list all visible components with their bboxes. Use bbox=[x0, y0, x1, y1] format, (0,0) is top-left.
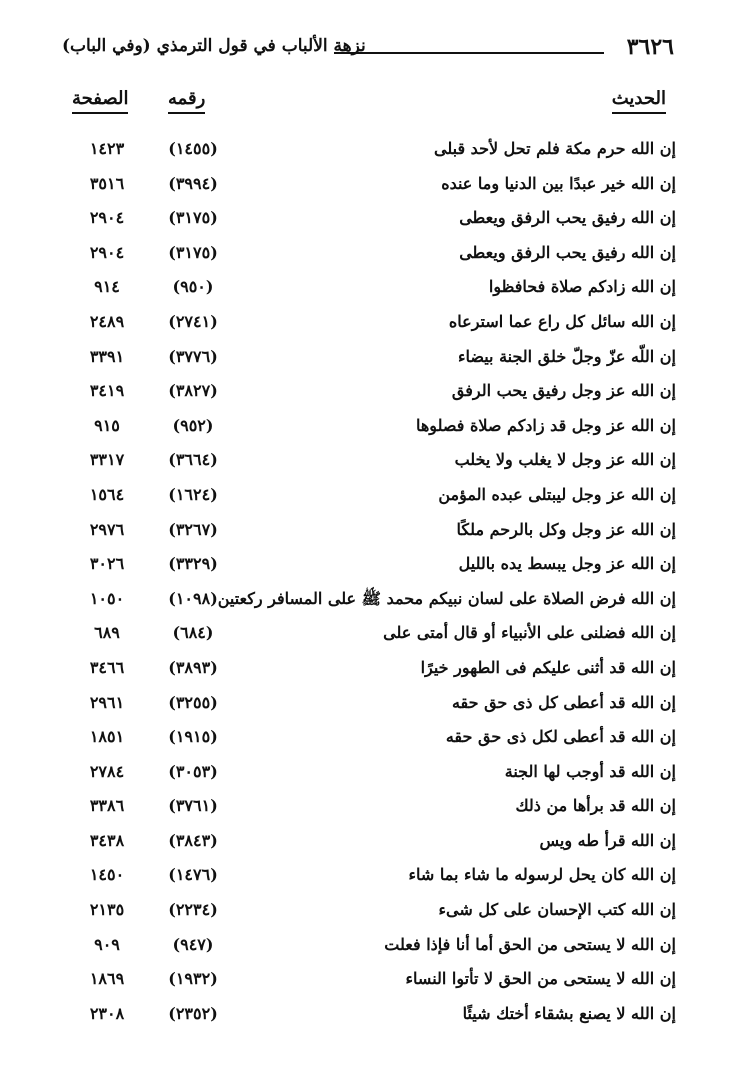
hadith-text: إن الله فضلنى على الأنبياء أو قال أمتى على bbox=[383, 623, 676, 643]
hadith-text: إن الله رفيق يحب الرفق ويعطى bbox=[459, 242, 676, 262]
page-reference: ١٨٥١ bbox=[89, 727, 125, 747]
index-row bbox=[0, 1004, 756, 1039]
hadith-text: إن الله كان يحل لرسوله ما شاء بما شاء bbox=[408, 865, 676, 885]
index-row bbox=[0, 243, 756, 278]
page-reference: ٢١٣٥ bbox=[89, 900, 125, 920]
hadith-text: إن الله لا يصنع بشقاء أختك شيئًا bbox=[462, 1003, 676, 1023]
index-row bbox=[0, 347, 756, 382]
column-header-number: رقمه bbox=[168, 88, 205, 114]
page-reference: ٢٣٠٨ bbox=[89, 1003, 125, 1023]
hadith-text: إن الله عز وجل رفيق يحب الرفق bbox=[451, 381, 676, 401]
hadith-text: إن الله عز وجل لا يغلب ولا يخلب bbox=[454, 450, 676, 470]
index-row bbox=[0, 623, 756, 658]
page-reference: ٣٣١٧ bbox=[89, 450, 125, 470]
index-row bbox=[0, 174, 756, 209]
page-reference: ٣٣٩١ bbox=[89, 346, 125, 366]
hadith-number: (٦٨٤) bbox=[172, 623, 214, 643]
hadith-number: (١٤٥٥) bbox=[168, 139, 218, 158]
page-reference: ٢٩٠٤ bbox=[89, 208, 125, 228]
hadith-number: (٩٥٠) bbox=[172, 277, 214, 297]
header-rule bbox=[334, 52, 604, 54]
hadith-text: إن الله كتب الإحسان على كل شىء bbox=[438, 900, 676, 920]
index-row bbox=[0, 312, 756, 347]
hadith-text: إن الله حرم مكة فلم تحل لأحد قبلى bbox=[433, 139, 676, 158]
page-reference: ٣٤٦٦ bbox=[89, 657, 125, 677]
hadith-number: (١٩٣٢) bbox=[168, 969, 218, 989]
hadith-text: إن الله زادكم صلاة فحافظوا bbox=[488, 277, 676, 297]
hadith-number: (٢٢٣٤) bbox=[168, 900, 218, 920]
index-row bbox=[0, 865, 756, 900]
index-row bbox=[0, 589, 756, 624]
page-reference: ٣٤٣٨ bbox=[89, 830, 125, 850]
hadith-text: إن الله عز وجل قد زادكم صلاة فصلوها bbox=[415, 415, 676, 435]
page-reference: ٢٩٠٤ bbox=[89, 242, 125, 262]
hadith-number: (٢٣٥٢) bbox=[168, 1003, 218, 1023]
hadith-number: (١٤٧٦) bbox=[168, 865, 218, 885]
hadith-number: (٣٢٦٧) bbox=[168, 519, 218, 539]
hadith-text: إن الله رفيق يحب الرفق ويعطى bbox=[459, 208, 676, 228]
page-reference: ٣٥١٦ bbox=[89, 173, 125, 193]
hadith-number: (٣٢٥٥) bbox=[168, 692, 218, 712]
hadith-number: (٣٣٢٩) bbox=[168, 554, 218, 574]
column-header-hadith: الحديث bbox=[612, 88, 666, 114]
hadith-number: (٣٧٧٦) bbox=[168, 346, 218, 366]
hadith-text: إن الله عز وجل وكل بالرحم ملكًا bbox=[456, 519, 676, 539]
index-row bbox=[0, 762, 756, 797]
hadith-number: (٩٤٧) bbox=[172, 934, 214, 954]
hadith-number: (٣٨٤٣) bbox=[168, 830, 218, 850]
page-number: ٣٦٢٦ bbox=[626, 34, 674, 60]
hadith-number: (٢٧٤١) bbox=[168, 311, 218, 331]
page-reference: ٢٤٨٩ bbox=[89, 311, 125, 331]
hadith-text: إن اللّه عزّ وجلّ خلق الجنة بيضاء bbox=[457, 346, 676, 366]
index-row bbox=[0, 935, 756, 970]
hadith-number: (١٦٢٤) bbox=[168, 484, 218, 504]
hadith-number: (٣٩٩٤) bbox=[168, 173, 218, 193]
hadith-number: (٣٧٦١) bbox=[168, 796, 218, 816]
hadith-text: إن الله عز وجل يبسط يده بالليل bbox=[458, 554, 676, 574]
column-header-page: الصفحة bbox=[72, 88, 128, 114]
running-head bbox=[62, 32, 674, 72]
hadith-number: (٣٨٢٧) bbox=[168, 381, 218, 401]
index-row bbox=[0, 969, 756, 1004]
index-row bbox=[0, 277, 756, 312]
hadith-number: (١٩١٥) bbox=[168, 727, 218, 747]
book-title: نزهة الألباب في قول الترمذي (وفي الباب) bbox=[62, 36, 366, 56]
page-reference: ٩١٤ bbox=[94, 277, 120, 297]
page-reference: ٩٠٩ bbox=[94, 934, 120, 954]
hadith-text: إن الله قد أعطى كل ذى حق حقه bbox=[451, 692, 676, 712]
hadith-number: (٣١٧٥) bbox=[168, 208, 218, 228]
index-row bbox=[0, 139, 756, 174]
hadith-text: إن الله قد أثنى عليكم فى الطهور خيرًا bbox=[420, 657, 676, 677]
index-row bbox=[0, 450, 756, 485]
index-row bbox=[0, 208, 756, 243]
page-reference: ٢٩٦١ bbox=[89, 692, 125, 712]
index-row bbox=[0, 831, 756, 866]
hadith-number: (٩٥٢) bbox=[172, 415, 214, 435]
hadith-text: إن الله لا يستحى من الحق أما أنا فإذا فعلت bbox=[384, 934, 676, 954]
page-reference: ٢٧٨٤ bbox=[89, 761, 125, 781]
page-reference: ١٥٦٤ bbox=[89, 484, 125, 504]
index-row bbox=[0, 796, 756, 831]
index-row bbox=[0, 727, 756, 762]
page-reference: ٣٠٢٦ bbox=[89, 554, 125, 574]
page-reference: ١٤٥٠ bbox=[89, 865, 125, 885]
index-row bbox=[0, 520, 756, 555]
page-reference: ٩١٥ bbox=[94, 415, 120, 435]
hadith-number: (٣٦٦٤) bbox=[168, 450, 218, 470]
index-entries bbox=[0, 139, 756, 1038]
hadith-text: إن الله قد أعطى لكل ذى حق حقه bbox=[445, 727, 676, 747]
page-reference: ٣٣٨٦ bbox=[89, 796, 125, 816]
page-reference: ١٤٢٣ bbox=[89, 139, 125, 158]
index-row bbox=[0, 900, 756, 935]
page-reference: ٦٨٩ bbox=[94, 623, 120, 643]
page-reference: ٢٩٧٦ bbox=[89, 519, 125, 539]
hadith-number: (٣٠٥٣) bbox=[168, 761, 218, 781]
hadith-number: (٣٨٩٣) bbox=[168, 657, 218, 677]
hadith-text: إن الله لا يستحى من الحق لا تأتوا النساء bbox=[405, 969, 676, 989]
index-row bbox=[0, 381, 756, 416]
page-reference: ٣٤١٩ bbox=[89, 381, 125, 401]
hadith-number: (٣١٧٥) bbox=[168, 242, 218, 262]
hadith-text: إن الله قد برأها من ذلك bbox=[515, 796, 676, 816]
hadith-text: إن الله قد أوجب لها الجنة bbox=[504, 761, 676, 781]
page-reference: ١٨٦٩ bbox=[89, 969, 125, 989]
index-row bbox=[0, 554, 756, 589]
hadith-text: إن الله فرض الصلاة على لسان نبيكم محمد ﷺ على المسافر ركعتين bbox=[217, 588, 676, 608]
index-row bbox=[0, 693, 756, 728]
hadith-text: إن الله سائل كل راع عما استرعاه bbox=[448, 311, 676, 331]
hadith-text: إن الله عز وجل ليبتلى عبده المؤمن bbox=[438, 484, 676, 504]
index-row bbox=[0, 485, 756, 520]
index-row bbox=[0, 416, 756, 451]
hadith-text: إن الله خير عبدًا بين الدنيا وما عنده bbox=[441, 173, 676, 193]
page-reference: ١٠٥٠ bbox=[89, 588, 125, 608]
hadith-text: إن الله قرأ طه ويس bbox=[539, 830, 676, 850]
index-row bbox=[0, 658, 756, 693]
hadith-number: (١٠٩٨) bbox=[168, 588, 218, 608]
